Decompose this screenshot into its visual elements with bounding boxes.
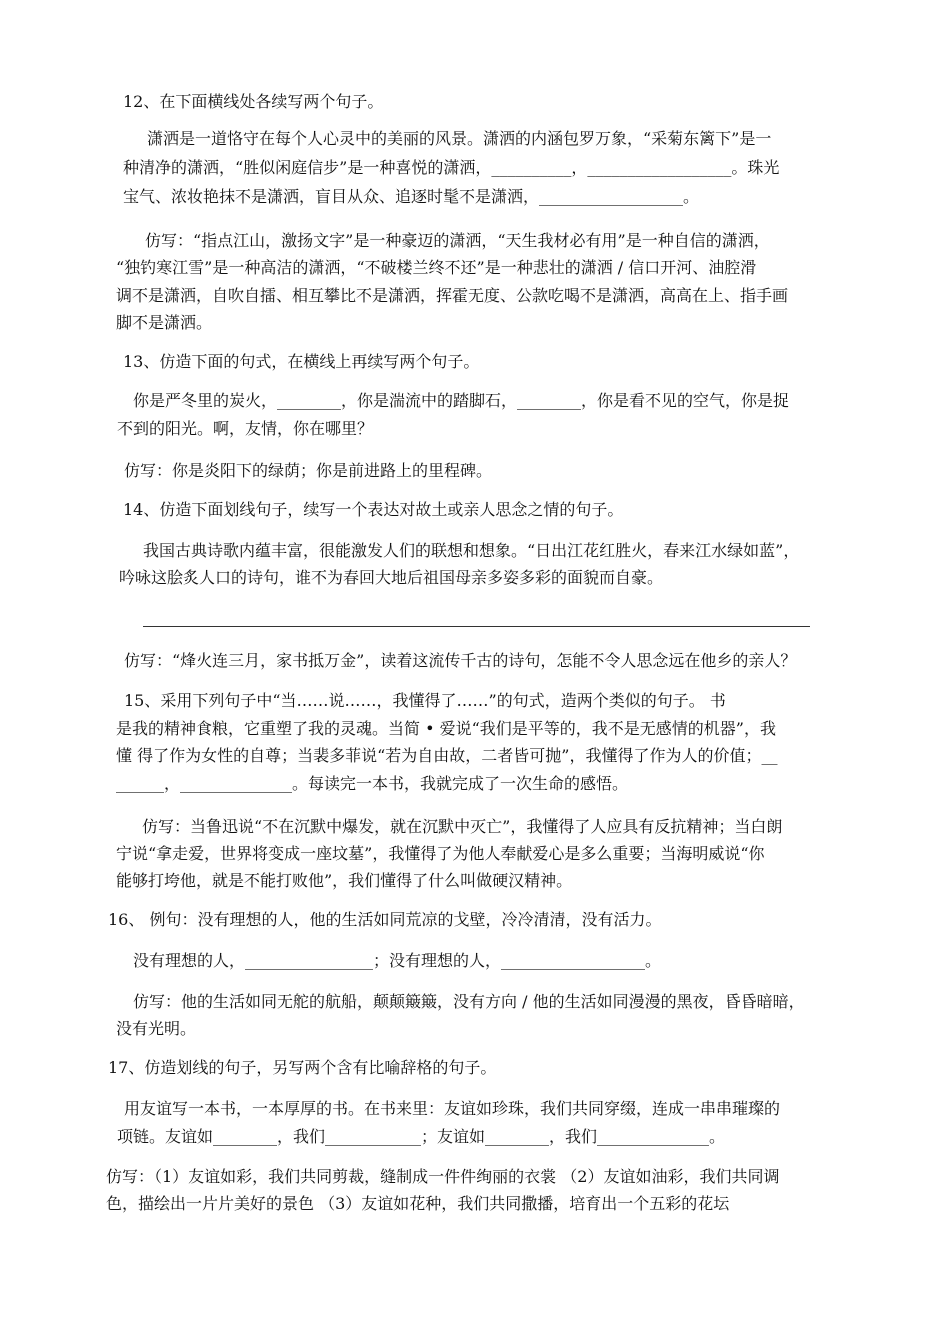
q16-answer-line-2: 没有光明。 <box>116 1019 197 1038</box>
q17-title: 17、仿造划线的句子，另写两个含有比喻辞格的句子。 <box>108 1058 497 1077</box>
q15-answer-line-1: 仿写：当鲁迅说“不在沉默中爆发，就在沉默中灭亡”，我懂得了人应具有反抗精神；当白朗 <box>142 817 783 836</box>
q13-passage-line-1: 你是严冬里的炭火，________，你是湍流中的踏脚石，________，你是看不见的空气，你是捉 <box>133 391 790 410</box>
q17-answer-line-1: 仿写：（1）友谊如彩，我们共同剪裁，缝制成一件件绚丽的衣裳 （2）友谊如油彩，我们共同调 <box>106 1167 780 1186</box>
q14-title: 14、仿造下面划线句子，续写一个表达对故土或亲人思念之情的句子。 <box>123 500 624 519</box>
q13-passage-line-2: 不到的阳光。啊，友情，你在哪里？ <box>117 419 374 438</box>
q12-answer-line-1: 仿写：“指点江山，激扬文字”是一种豪迈的潇洒，“天生我材必有用”是一种自信的潇洒， <box>145 231 770 250</box>
q12-passage-line-1: 潇洒是一道恪守在每个人心灵中的美丽的风景。潇洒的内涵包罗万象，“采菊东篱下”是一 <box>147 129 772 148</box>
q12-passage-line-2: 种清净的潇洒，“胜似闲庭信步”是一种喜悦的潇洒，__________，__________________。珠光 <box>123 158 780 177</box>
q15-answer-line-2: 宁说“拿走爱，世界将变成一座坟墓”，我懂得了为他人奉献爱心是多么重要；当海明威说“你 <box>116 844 765 863</box>
q13-title: 13、仿造下面的句式，在横线上再续写两个句子。 <box>123 352 480 371</box>
q12-answer-line-3: 调不是潇洒，自吹自擂、相互攀比不是潇洒，挥霍无度、公款吃喝不是潇洒，高高在上、指手画 <box>116 286 789 305</box>
q14-passage-line-1: 我国古典诗歌内蕴丰富，很能激发人们的联想和想象。“日出江花红胜火，春来江水绿如蓝”， <box>143 541 800 560</box>
q14-answer: 仿写：“烽火连三月，家书抵万金”，读着这流传千古的诗句，怎能不令人思念远在他乡的亲人？ <box>124 651 797 670</box>
q12-answer-line-2: “独钓寒江雪”是一种高洁的潇洒，“不破楼兰终不还”是一种悲壮的潇洒 / 信口开河、油腔滑 <box>116 258 757 277</box>
q15-line-4: ______，______________。每读完一本书，我就完成了一次生命的感悟。 <box>116 774 629 793</box>
q15-line-3: 懂 得了作为女性的自尊；当裴多菲说“若为自由故，二者皆可抛”，我懂得了作为人的价值；__ <box>116 746 778 765</box>
q14-passage-line-2: 吟咏这脍炙人口的诗句，谁不为春回大地后祖国母亲多姿多彩的面貌而自豪。 <box>119 568 664 587</box>
q16-passage: 没有理想的人，________________；没有理想的人，__________________。 <box>133 951 662 970</box>
q14-answer-blank-line <box>143 626 810 627</box>
q12-answer-line-4: 脚不是潇洒。 <box>116 313 213 332</box>
q17-passage-line-1: 用友谊写一本书，一本厚厚的书。在书来里：友谊如珍珠，我们共同穿缀，连成一串串璀璨的 <box>124 1099 781 1118</box>
q16-answer-line-1: 仿写：他的生活如同无舵的航船，颠颠簸簸，没有方向 / 他的生活如同漫漫的黑夜，昏昏暗暗， <box>133 992 805 1011</box>
q13-answer: 仿写：你是炎阳下的绿荫；你是前进路上的里程碑。 <box>124 461 493 480</box>
q17-passage-line-2: 项链。友谊如________，我们____________；友谊如________，我们______________。 <box>117 1127 726 1146</box>
q16-title: 16、 例句：没有理想的人，他的生活如同荒凉的戈壁，冷冷清清，没有活力。 <box>108 910 662 929</box>
q12-title: 12、在下面横线处各续写两个句子。 <box>123 92 384 111</box>
q12-passage-line-3: 宝气、浓妆艳抹不是潇洒，盲目从众、追逐时髦不是潇洒，__________________。 <box>123 187 700 206</box>
q15-answer-line-3: 能够打垮他，就是不能打败他”，我们懂得了什么叫做硬汉精神。 <box>116 871 573 890</box>
q15-line-1: 15、采用下列句子中“当……说……，我懂得了……”的句式，造两个类似的句子。 书 <box>124 691 726 710</box>
q15-line-2: 是我的精神食粮，它重塑了我的灵魂。当简 • 爱说“我们是平等的，我不是无感情的机器”，我 <box>116 719 776 738</box>
q17-answer-line-2: 色，描绘出一片片美好的景色 （3）友谊如花种，我们共同撒播，培育出一个五彩的花坛 <box>106 1194 730 1213</box>
